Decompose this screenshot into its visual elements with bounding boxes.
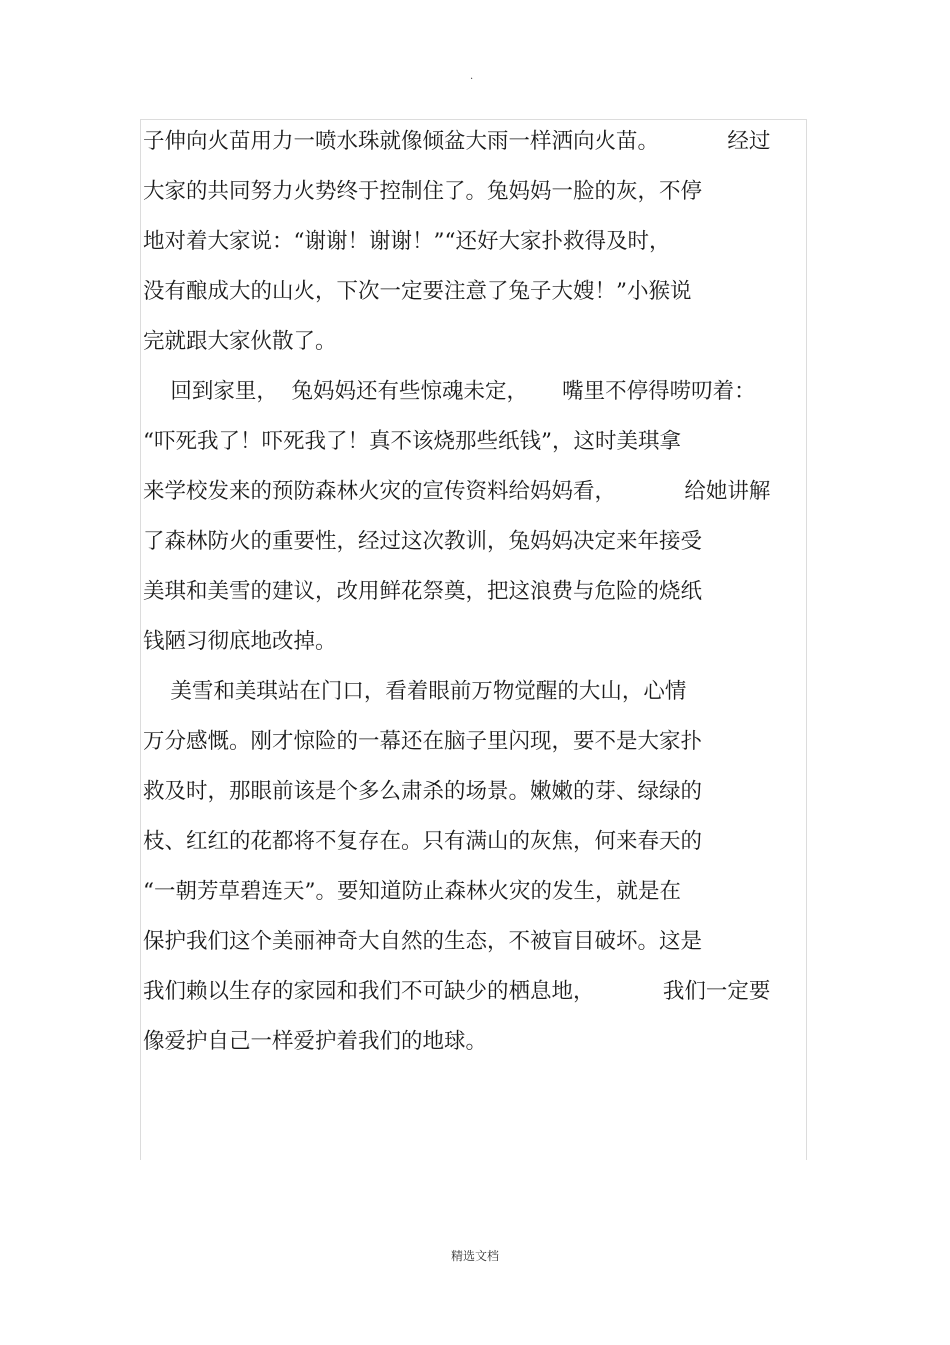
footer-label: 精选文档 bbox=[450, 1249, 499, 1263]
text-line: 子伸向火苗用力一喷水珠就像倾盆大雨一样洒向火苗。 经过 bbox=[143, 129, 771, 154]
text-line: 美雪和美琪站在门口，看着眼前万物觉醒的大山，心情 bbox=[143, 679, 687, 704]
text-line: 了森林防火的重要性，经过这次教训，兔妈妈决定来年接受 bbox=[143, 529, 703, 554]
text-line: 我们赖以生存的家园和我们不可缺少的栖息地， 我们一定要 bbox=[143, 979, 771, 1004]
text-line: “一朝芳草碧连天”。要知道防止森林火灾的发生，就是在 bbox=[143, 879, 681, 904]
text-line: 万分感慨。刚才惊险的一幕还在脑子里闪现，要不是大家扑 bbox=[143, 729, 703, 754]
text-line: “吓死我了！吓死我了！真不该烧那些纸钱”，这时美琪拿 bbox=[143, 429, 681, 454]
story-text-block bbox=[143, 117, 808, 1067]
text-line: 枝、红红的花都将不复存在。只有满山的灰焦，何来春天的 bbox=[143, 829, 703, 854]
text-line: 大家的共同努力火势终于控制住了。兔妈妈一脸的灰，不停 bbox=[143, 179, 703, 204]
header-mark: . bbox=[470, 71, 474, 82]
text-line: 没有酿成大的山火，下次一定要注意了兔子大嫂！”小猴说 bbox=[143, 279, 692, 304]
text-line: 回到家里， 兔妈妈还有些惊魂未定， 嘴里不停得唠叨着： bbox=[143, 379, 756, 404]
text-line: 完就跟大家伙散了。 bbox=[143, 329, 337, 354]
text-line: 像爱护自己一样爱护着我们的地球。 bbox=[143, 1029, 488, 1054]
page-frame-left-border bbox=[140, 119, 141, 1160]
text-line: 美琪和美雪的建议，改用鲜花祭奠，把这浪费与危险的烧纸 bbox=[143, 579, 703, 604]
text-line: 地对着大家说：“谢谢！谢谢！”“还好大家扑救得及时， bbox=[143, 229, 671, 254]
text-line: 来学校发来的预防森林火灾的宣传资料给妈妈看， 给她讲解 bbox=[143, 479, 771, 504]
text-line: 钱陋习彻底地改掉。 bbox=[143, 629, 337, 654]
text-line: 保护我们这个美丽神奇大自然的生态，不被盲目破坏。这是 bbox=[143, 929, 703, 954]
text-line: 救及时，那眼前该是个多么肃杀的场景。嫩嫩的芽、绿绿的 bbox=[143, 779, 703, 804]
